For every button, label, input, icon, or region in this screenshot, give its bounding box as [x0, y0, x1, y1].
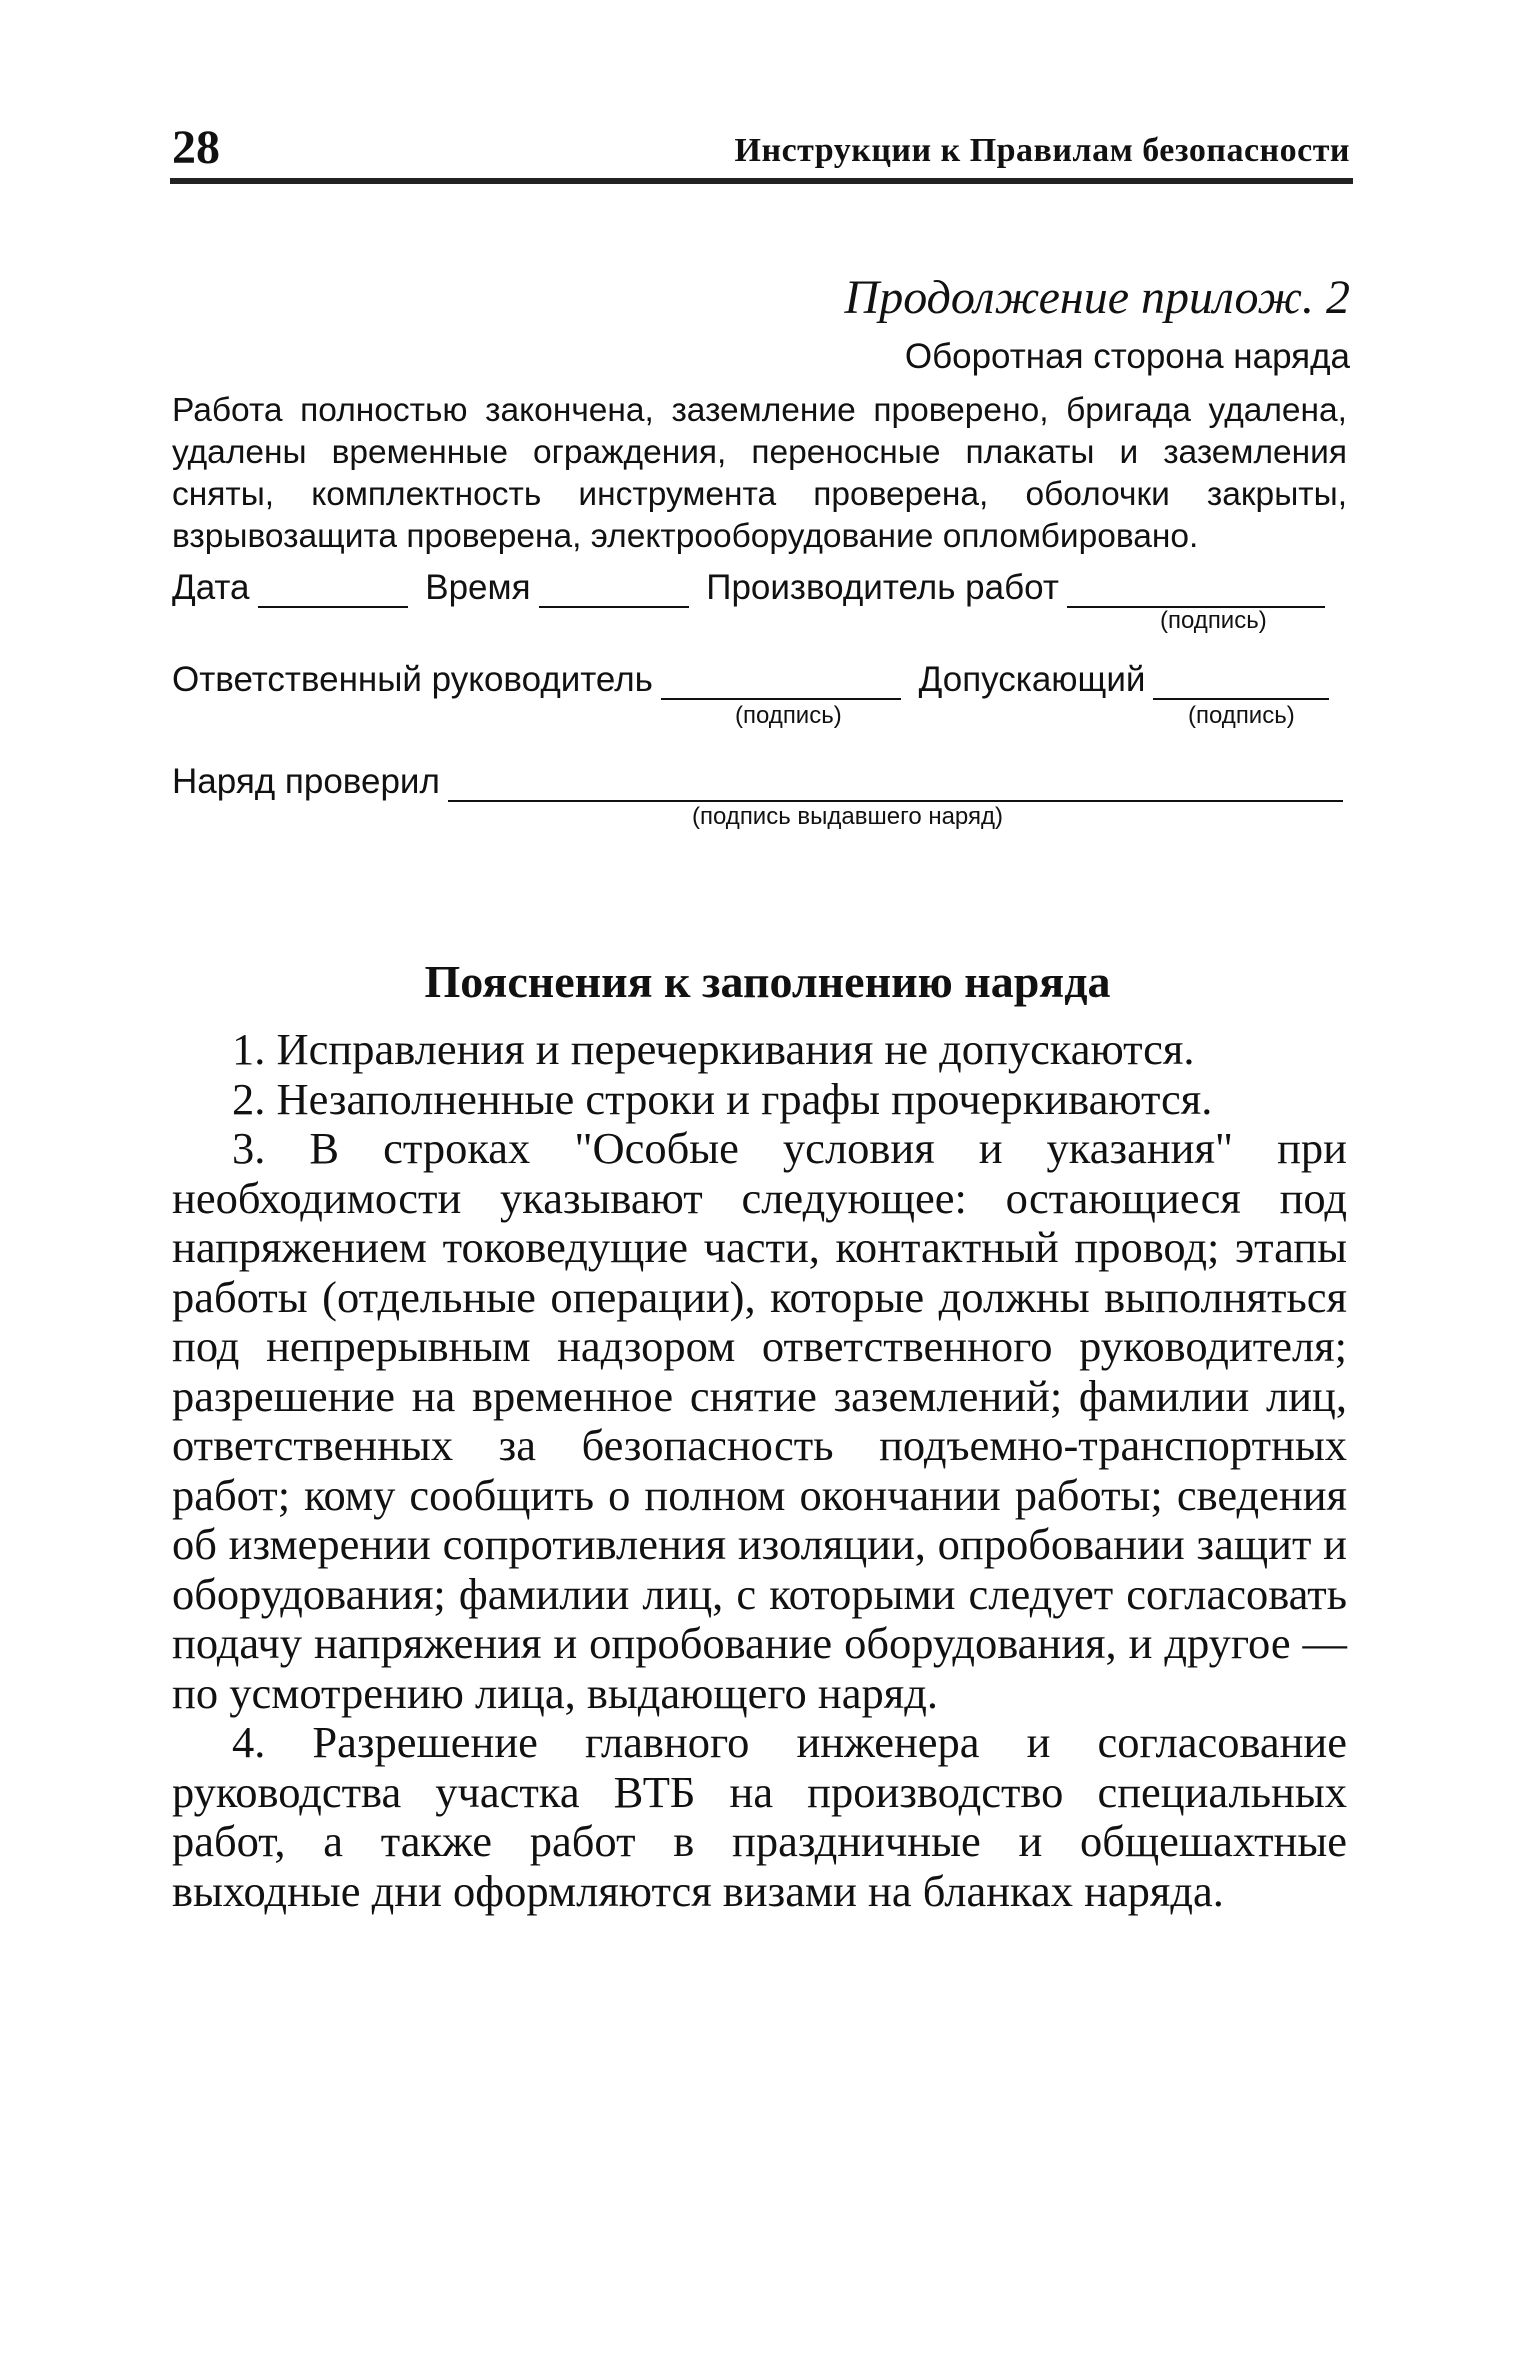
manager-signature-caption: (подпись)	[735, 702, 842, 729]
date-label: Дата	[172, 568, 250, 607]
completion-statement: Работа полностью закончена, заземление проверено, бригада удалена, удалены временные ограждения, переносные плакаты и заземления сняты, комплектность инструмента проверена, оболочки закрыты, взрывозащита проверена, электрооборудование опломбировано.	[172, 392, 1347, 555]
work-producer-label: Производитель работ	[706, 568, 1059, 607]
admitting-label: Допускающий	[918, 660, 1146, 699]
form-row-manager-admitting	[172, 660, 1350, 700]
checked-by-label: Наряд проверил	[172, 762, 440, 801]
explanations-list	[172, 1025, 1347, 1916]
explanation-item-4: 4. Разрешение главного инженера и согласование руководства участка ВТБ на производство специальных работ, а также работ в праздничные и общешахтные выходные дни оформляются визами на бланках наряда.	[172, 1717, 1347, 1916]
header-rule	[170, 178, 1353, 184]
form-row-date-time-producer	[172, 568, 1350, 608]
explanation-item-3: 3. В строках "Особые условия и указания" при необходимости указывают следующее: остающиеся под напряжением токоведущие части, контактный провод; этапы работы (отдельные операции), которые должны выполняться под непрерывным надзором ответственного руководителя; разрешение на временное снятие заземлений; фамилии лиц, ответственных за безопасность подъемно-транспортных работ; кому сообщить о полном окончании работы; сведения об измерении сопротивления изоляции, опробовании защит и оборудования; фамилии лиц, с которыми следует согласовать подачу напряжения и опробование оборудования, и другое — по усмотрению лица, выдающего наряд.	[172, 1123, 1347, 1718]
responsible-manager-signature-field[interactable]	[661, 662, 901, 700]
page-number: 28	[172, 121, 220, 174]
responsible-manager-label: Ответственный руководитель	[172, 660, 653, 699]
date-field[interactable]	[258, 570, 408, 608]
time-field[interactable]	[539, 570, 689, 608]
issuer-signature-field[interactable]	[448, 764, 1343, 802]
time-label: Время	[425, 568, 531, 607]
admitting-signature-caption: (подпись)	[1188, 702, 1295, 729]
running-title: Инструкции к Правилам безопасности	[734, 132, 1350, 169]
appendix-reference: Продолжение прилож. 2	[844, 271, 1350, 324]
admitting-signature-field[interactable]	[1153, 662, 1329, 700]
issuer-signature-caption: (подпись выдавшего наряд)	[692, 803, 1004, 830]
work-producer-signature-field[interactable]	[1067, 570, 1325, 608]
work-producer-signature-caption: (подпись)	[1160, 607, 1267, 634]
form-row-checked-by	[172, 762, 1350, 802]
explanation-item-2: 2. Незаполненные строки и графы прочеркиваются.	[232, 1073, 1213, 1124]
explanations-title: Пояснения к заполнению наряда	[424, 956, 1111, 1007]
explanation-item-1: 1. Исправления и перечеркивания не допускаются.	[232, 1024, 1195, 1074]
reverse-side-title: Оборотная сторона наряда	[904, 337, 1350, 376]
